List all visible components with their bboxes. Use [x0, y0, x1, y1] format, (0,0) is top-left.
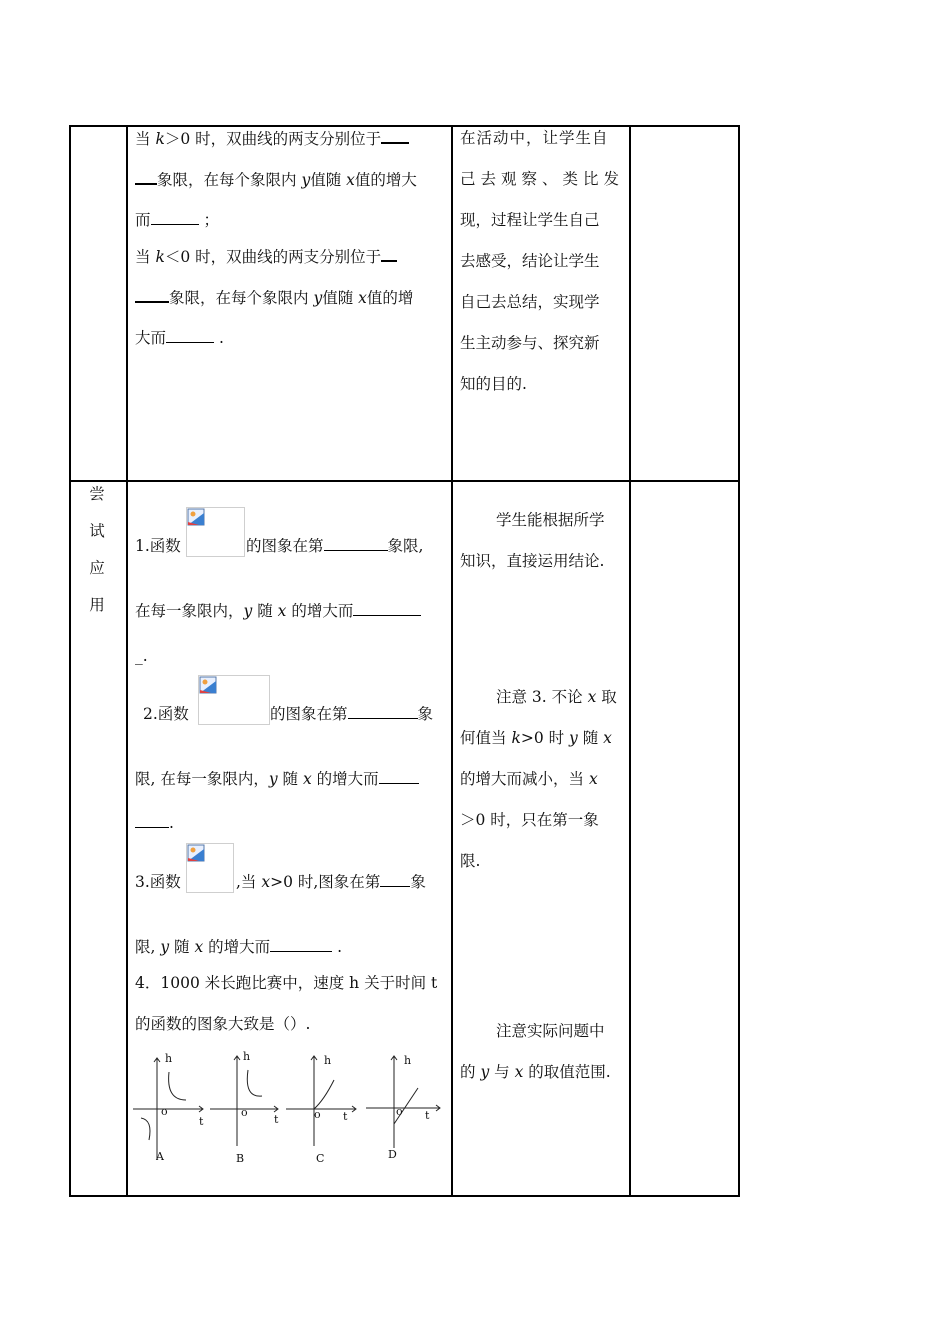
text: 在每一象限内，: [135, 602, 244, 620]
text: ,当: [236, 873, 262, 891]
origin-label: o: [161, 1105, 168, 1118]
x-variable: x: [358, 289, 367, 307]
graph-option-a: [131, 1050, 211, 1165]
text: 的取值范围.: [523, 1063, 611, 1081]
intent2-line-3: [460, 769, 598, 789]
broken-image-icon: [187, 844, 205, 862]
stage-char: 应: [89, 559, 105, 577]
intent-line: 知识，直接运用结论.: [460, 552, 605, 570]
x-variable: x: [194, 938, 204, 956]
x-variable: x: [588, 770, 598, 788]
column-divider-3: [629, 127, 631, 1195]
graph-option-d: [362, 1050, 446, 1165]
row1-line-1: [135, 128, 409, 149]
q1-line-3: _.: [135, 647, 148, 665]
blank: [324, 536, 388, 551]
axis-label-h: h: [243, 1050, 251, 1063]
graph-option-b: [208, 1050, 288, 1165]
intent-line: 去感受，结论让学生: [460, 252, 600, 270]
axis-label-h: h: [165, 1052, 173, 1065]
graph-b-plot: [208, 1050, 288, 1165]
y-variable: y: [160, 938, 170, 956]
stage-char: 试: [89, 522, 105, 540]
axis-label-h: h: [324, 1054, 332, 1067]
column-divider-2: [451, 127, 453, 1195]
intent3-line-1: 注意实际问题中: [496, 1022, 605, 1040]
q2-line-2: [135, 769, 419, 789]
axis-label-t: t: [425, 1109, 430, 1122]
axis-label-t: t: [343, 1110, 348, 1123]
text: 当: [135, 248, 156, 266]
text: 随: [252, 602, 278, 620]
q3-line-1b: [236, 872, 426, 892]
text: 象限，在每个象限内: [169, 289, 314, 307]
text: 象: [410, 873, 426, 891]
text: 象: [417, 705, 434, 723]
q4-line-1: 4．1000 米长跑比赛中，速度 h 关于时间 t: [135, 974, 438, 992]
text: 大而: [135, 329, 167, 347]
x-variable: x: [587, 688, 597, 706]
text: 1.函数: [135, 537, 181, 555]
blank: [348, 704, 418, 719]
origin-label: o: [241, 1106, 248, 1119]
text: ；: [203, 211, 219, 229]
text: .: [218, 329, 224, 347]
q2-line-1: 2.函数: [143, 705, 189, 723]
q2-line-3: [135, 813, 174, 833]
stage-char: 尝: [89, 485, 105, 503]
text: 的图象在第: [270, 705, 348, 723]
blank: [135, 169, 157, 185]
blank: [151, 210, 199, 225]
intent2-line-4: ＞0 时，只在第一象: [460, 811, 599, 829]
x-variable: x: [603, 729, 612, 747]
text: 而: [135, 211, 151, 229]
text: 值随: [322, 289, 359, 307]
option-label-b: B: [236, 1152, 245, 1165]
intent2-line-5: 限.: [460, 852, 481, 870]
text: >0 时,图象在第: [270, 873, 381, 891]
x-variable: x: [261, 873, 271, 891]
stage-char: 用: [89, 596, 105, 614]
text: 的增大而减小，当: [460, 770, 589, 788]
broken-image-icon: [187, 508, 205, 526]
text: 值的增大: [354, 171, 417, 189]
text: 值的增: [366, 289, 414, 307]
blank: [379, 769, 419, 784]
text: ＜0 时，双曲线的两支分别位于: [164, 248, 382, 266]
text: 的: [460, 1063, 481, 1081]
blank: [135, 287, 169, 303]
intent-line: 学生能根据所学: [496, 511, 605, 529]
y-variable: y: [268, 770, 278, 788]
q1-line-1: [135, 536, 181, 556]
k-variable: k: [511, 729, 521, 747]
text: 注意 3. 不论: [496, 688, 588, 706]
row-divider: [71, 480, 738, 482]
x-variable: x: [277, 602, 287, 620]
y-variable: y: [480, 1063, 490, 1081]
x-variable: x: [514, 1063, 524, 1081]
text: 象限,: [387, 537, 424, 555]
text: 象限，在每个象限内: [157, 171, 302, 189]
option-label-d: D: [388, 1148, 397, 1161]
k-variable: k: [155, 130, 165, 148]
intent3-line-2: [460, 1062, 611, 1082]
x-variable: x: [346, 171, 355, 189]
blank: [135, 813, 169, 828]
q2-line-1b: [270, 704, 433, 724]
option-label-c: C: [316, 1152, 325, 1165]
row1-line-6: [135, 328, 224, 348]
blank: [381, 128, 409, 144]
text: >0 时: [520, 729, 570, 747]
blank: [353, 601, 421, 616]
y-variable: y: [243, 602, 253, 620]
blank: [166, 328, 214, 343]
text: 与: [489, 1063, 515, 1081]
q1-line-1b: [246, 536, 423, 556]
q3-line-1: 3.函数: [135, 873, 181, 891]
intent2-line-2: [460, 728, 612, 748]
k-variable: k: [155, 248, 165, 266]
text: 限,: [135, 938, 161, 956]
text: 何值当: [460, 729, 512, 747]
row1-line-5: [135, 287, 413, 308]
option-label-a: A: [156, 1150, 164, 1163]
blank: [380, 872, 410, 887]
text: 的增大而: [286, 602, 354, 620]
graph-option-c: [284, 1050, 364, 1165]
q1-line-2: [135, 601, 421, 621]
blank: [270, 937, 332, 952]
column-divider-1: [126, 127, 128, 1195]
axis-label-t: t: [274, 1113, 279, 1126]
intent-line: 现，过程让学生自己: [460, 211, 600, 229]
text: 当: [135, 130, 156, 148]
intent-line: 知的目的.: [460, 375, 527, 393]
text: ＞0 时，双曲线的两支分别位于: [164, 130, 382, 148]
row1-line-3: [135, 210, 219, 230]
y-variable: y: [569, 729, 578, 747]
lesson-table: [69, 125, 740, 1197]
q4-line-2: 的函数的图象大致是（）.: [135, 1015, 311, 1033]
text: 的图象在第: [246, 537, 324, 555]
row1-line-4: [135, 246, 397, 267]
q3-line-2: [135, 937, 342, 957]
axis-label-h: h: [404, 1054, 412, 1067]
text: 限, 在每一象限内，: [135, 770, 269, 788]
text: 随: [277, 770, 303, 788]
graph-a-plot: [131, 1050, 211, 1165]
formula-image: [198, 675, 270, 725]
stage-label: [87, 476, 107, 624]
blank: [381, 246, 397, 262]
formula-image: [186, 507, 245, 557]
y-variable: y: [313, 289, 323, 307]
broken-image-icon: [199, 676, 217, 694]
y-variable: y: [301, 171, 311, 189]
origin-label: o: [314, 1108, 321, 1121]
intent-line: 生主动参与、探究新: [460, 334, 600, 352]
text: 随: [577, 729, 604, 747]
graph-c-plot: [284, 1050, 364, 1165]
intent-line: 在活动中，让学生自: [460, 129, 609, 147]
text: .: [169, 814, 174, 832]
intent-line: 己去观察、类比发: [460, 170, 625, 188]
x-variable: x: [302, 770, 312, 788]
intent-line: 自己去总结，实现学: [460, 293, 600, 311]
text: 的增大而: [203, 938, 271, 956]
intent2-line-1: [496, 687, 617, 707]
axis-label-t: t: [199, 1115, 204, 1128]
row1-line-2: [135, 169, 417, 190]
text: 值随: [310, 171, 347, 189]
graph-d-plot: [362, 1050, 446, 1165]
text: 随: [169, 938, 195, 956]
text: .: [337, 938, 343, 956]
formula-image: [186, 843, 234, 893]
text: 取: [596, 688, 617, 706]
origin-label: o: [396, 1105, 403, 1118]
text: 的增大而: [311, 770, 379, 788]
